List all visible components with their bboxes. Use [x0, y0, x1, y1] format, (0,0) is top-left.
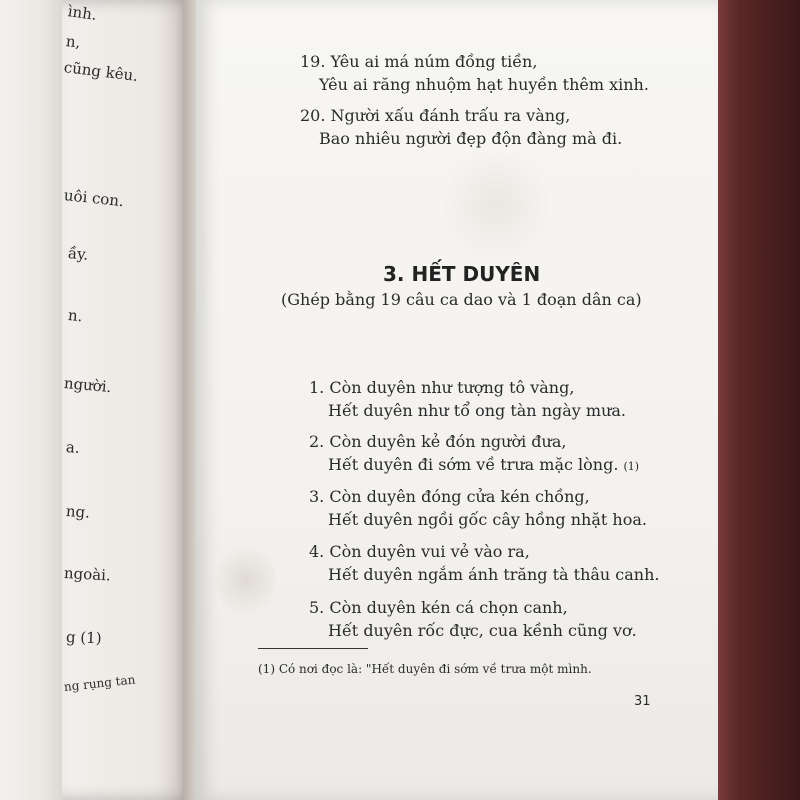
- verse-line: Yêu ai răng nhuộm hạt huyền thêm xinh.: [319, 75, 649, 94]
- verse-number: 1.: [309, 378, 325, 397]
- verse-line: Bao nhiêu người đẹp độn đàng mà đi.: [319, 129, 623, 148]
- verse-line: Còn duyên kẻ đón người đưa,: [329, 432, 567, 451]
- verse-line: Yêu ai má núm đồng tiền,: [330, 52, 538, 71]
- verse-number: 2.: [309, 432, 325, 451]
- paper-stain: [216, 540, 276, 620]
- left-fragment: g (1): [65, 628, 102, 648]
- left-fragment: uôi con.: [63, 186, 125, 211]
- verse-line: Còn duyên vui vẻ vào ra,: [329, 542, 530, 561]
- verse-number: 19.: [300, 52, 326, 71]
- left-page: [62, 0, 194, 800]
- left-fragment: người.: [63, 374, 113, 397]
- verse-20: [300, 104, 622, 150]
- verse-2: [309, 430, 639, 478]
- left-page-edge: [0, 0, 70, 800]
- verse-3: [309, 485, 647, 531]
- footnote-rule: [258, 648, 368, 649]
- footnote: (1) Có nơi đọc là: "Hết duyên đi sớm về trưa một mình.: [258, 662, 592, 676]
- verse-line: Hết duyên ngắm ánh trăng tà thâu canh.: [328, 565, 660, 584]
- left-fragment: ầy.: [67, 244, 90, 264]
- verse-line: Còn duyên kén cá chọn canh,: [329, 598, 568, 617]
- section-title: 3. HẾT DUYÊN: [383, 262, 541, 286]
- left-fragment: a.: [65, 438, 81, 457]
- left-fragment: ình.: [66, 2, 98, 24]
- verse-19: [300, 50, 649, 96]
- footnote-marker: (1): [623, 460, 640, 473]
- verse-number: 4.: [309, 542, 325, 561]
- verse-line: Còn duyên đóng cửa kén chồng,: [329, 487, 590, 506]
- left-fragment: n,: [65, 32, 82, 52]
- left-fragment: ngoài.: [63, 564, 112, 585]
- verse-5: [309, 596, 637, 642]
- left-fragment: ng.: [65, 502, 91, 522]
- verse-line: Người xấu đánh trấu ra vàng,: [330, 106, 571, 125]
- verse-1: [309, 376, 626, 422]
- verse-line: Hết duyên đi sớm về trưa mặc lòng.: [328, 455, 619, 474]
- book-cover-edge: [718, 0, 800, 800]
- left-fragment: cũng kêu.: [62, 58, 140, 86]
- paper-stain: [436, 150, 556, 260]
- page-number: 31: [634, 694, 651, 709]
- verse-line: Hết duyên như tổ ong tàn ngày mưa.: [328, 401, 626, 420]
- verse-number: 3.: [309, 487, 325, 506]
- left-fragment: ng rụng tan: [63, 672, 136, 694]
- verse-4: [309, 540, 660, 586]
- section-subtitle: (Ghép bằng 19 câu ca dao và 1 đoạn dân ca): [281, 290, 642, 309]
- verse-number: 5.: [309, 598, 325, 617]
- verse-line: Hết duyên ngồi gốc cây hồng nhặt hoa.: [328, 510, 647, 529]
- verse-line: Còn duyên như tượng tô vàng,: [329, 378, 575, 397]
- verse-line: Hết duyên rốc đực, cua kềnh cũng vơ.: [328, 621, 637, 640]
- verse-number: 20.: [300, 106, 326, 125]
- left-fragment: n.: [67, 306, 84, 326]
